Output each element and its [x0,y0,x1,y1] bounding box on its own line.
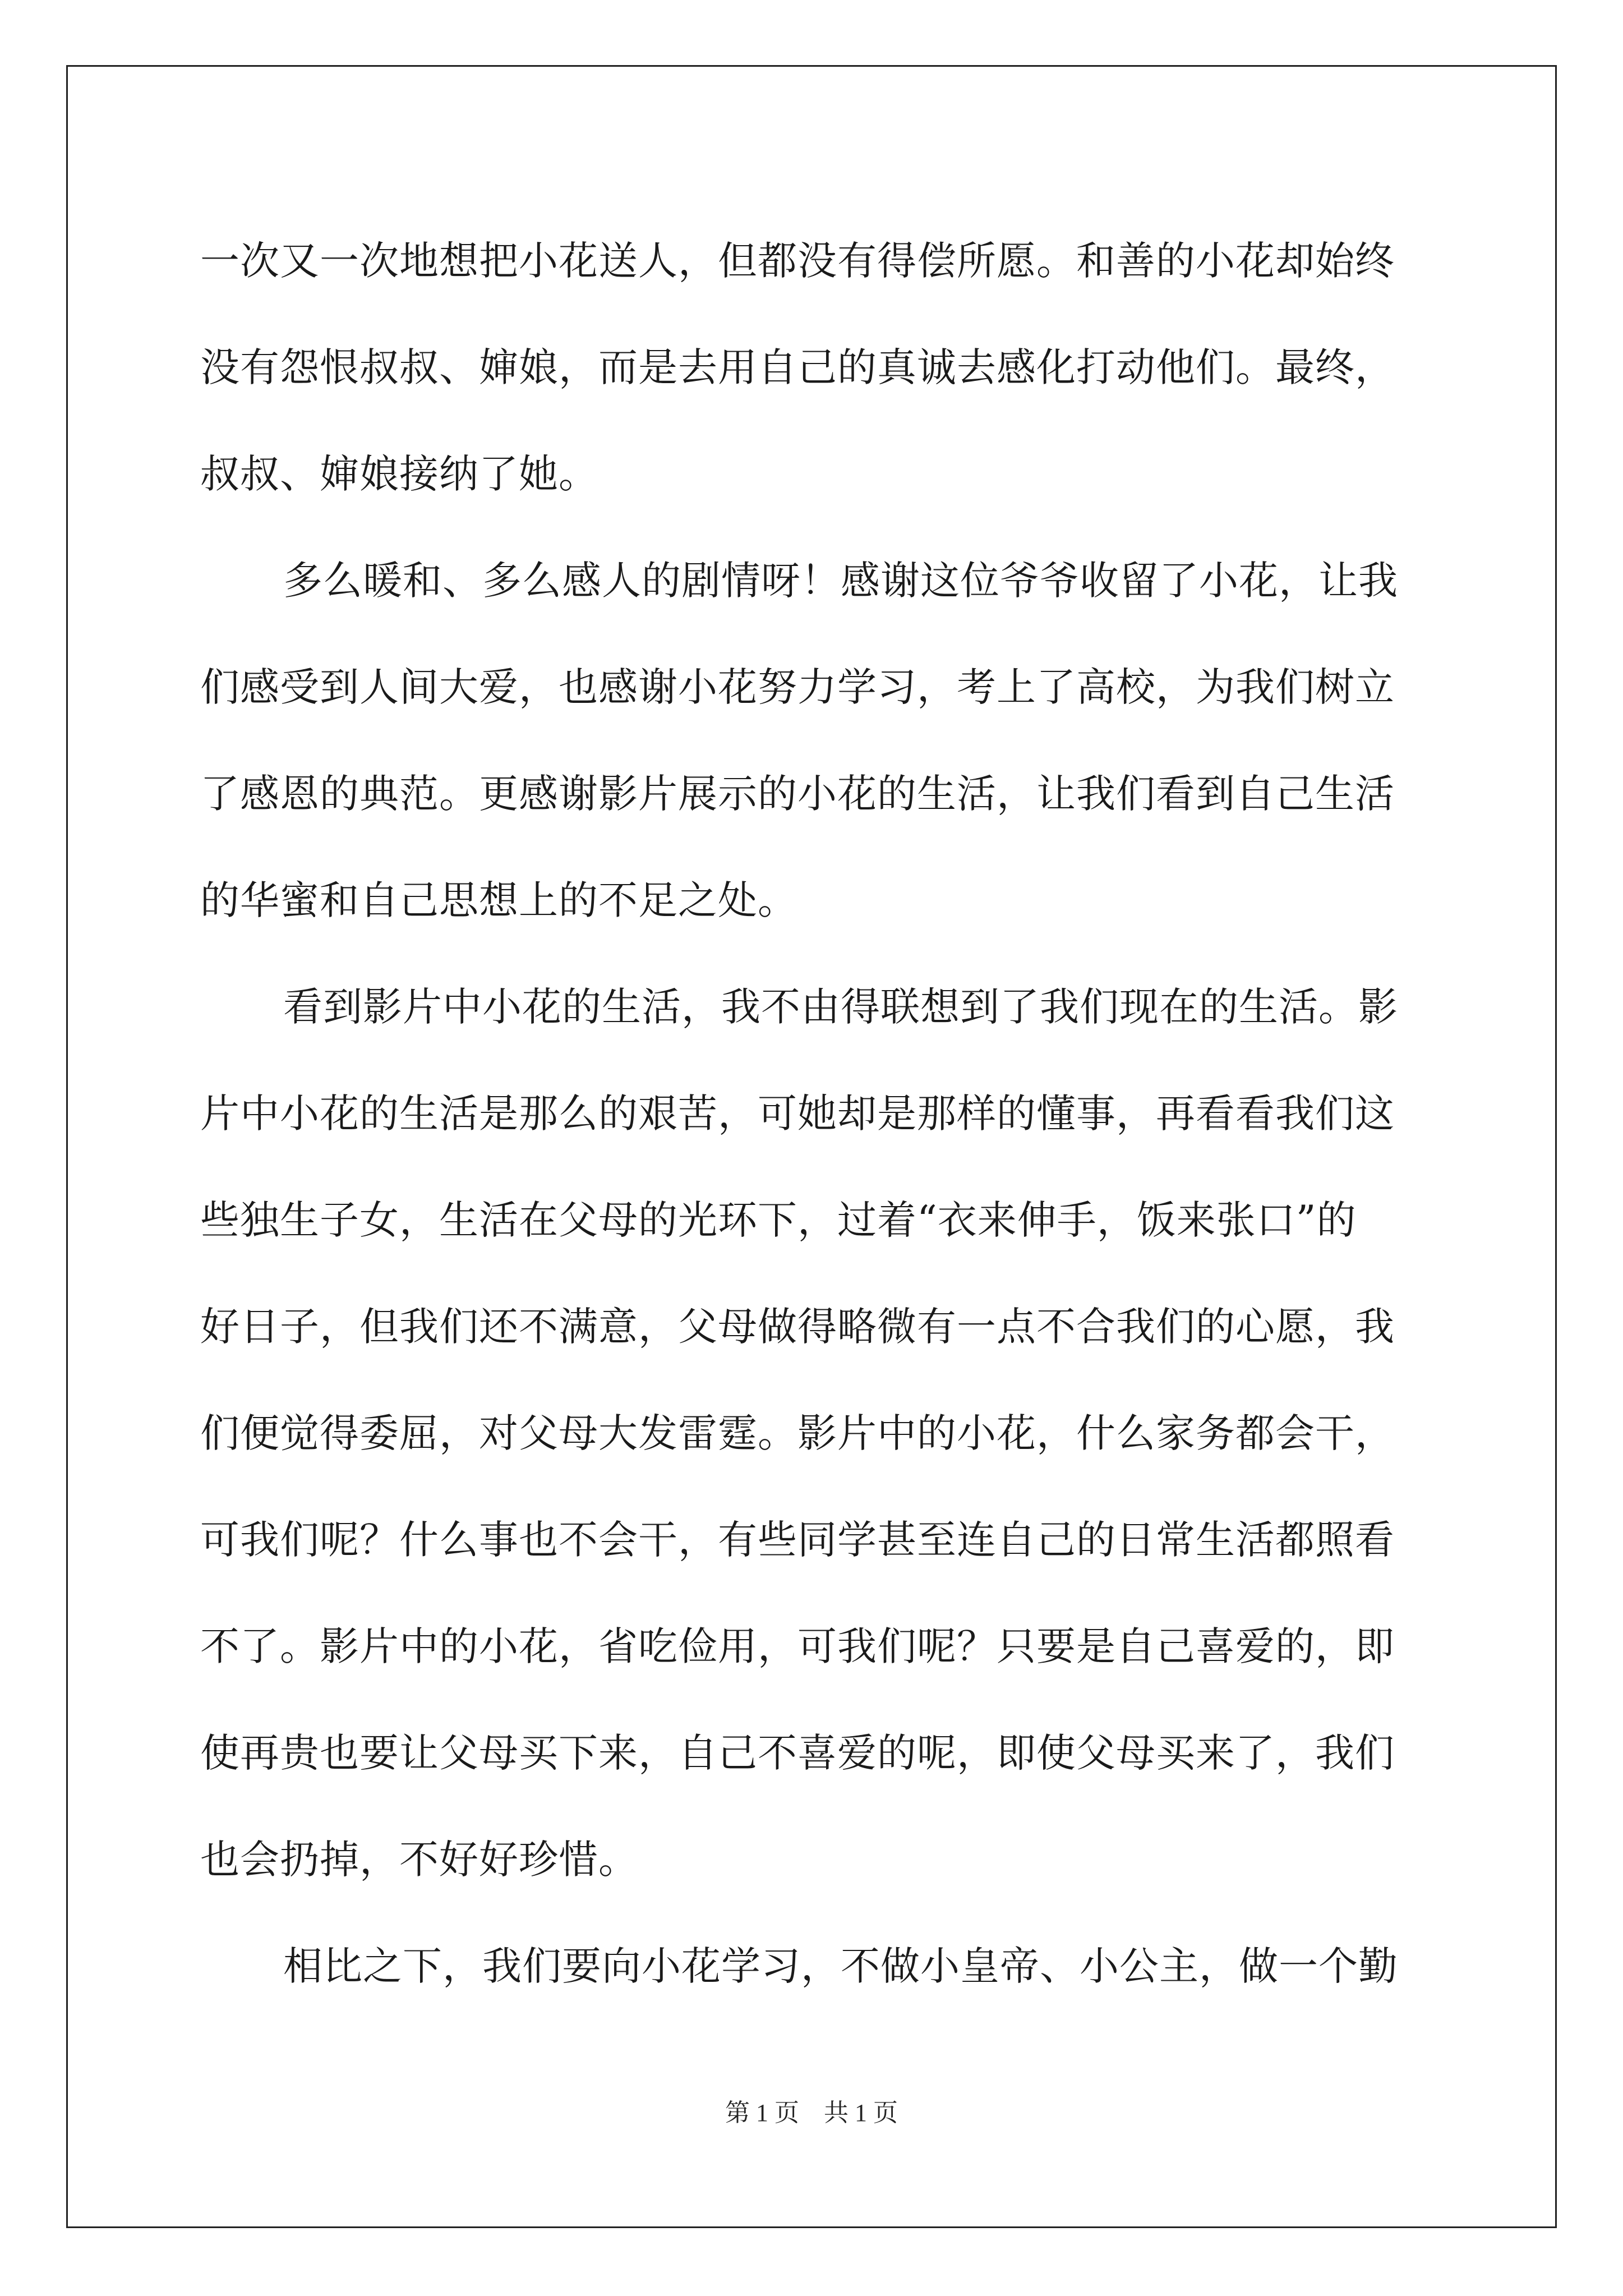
paragraph-first-line: 看到影片中小花的生活，我不由得联想到了我们现在的生活。影 [283,984,1398,1030]
text-line: 片中小花的生活是那么的艰苦，可她却是那样的懂事，再看看我们这 [200,1091,1395,1137]
text-line: 可我们呢？什么事也不会干，有些同学甚至连自己的日常生活都照看 [200,1517,1395,1563]
text-line: 们感受到人间大爱，也感谢小花努力学习，考上了高校，为我们树立 [200,664,1395,710]
text-line: 了感恩的典范。更感谢影片展示的小花的生活，让我们看到自己生活 [200,771,1395,817]
document-body [200,208,1423,2019]
text-line: 些独生子女，生活在父母的光环下，过着“衣来伸手，饭来张口”的 [200,1197,1357,1243]
text-line: 没有怨恨叔叔、婶娘，而是去用自己的真诚去感化打动他们。最终， [200,344,1395,390]
text-line: 好日子，但我们还不满意，父母做得略微有一点不合我们的心愿，我 [200,1304,1395,1350]
paragraph-first-line: 多么暖和、多么感人的剧情呀！感谢这位爷爷收留了小花，让我 [283,558,1398,604]
text-line: 的华蜜和自己思想上的不足之处。 [200,877,797,923]
text-line: 也会扔掉，不好好珍惜。 [200,1837,638,1883]
page-number-footer: 第 1 页 共 1 页 [725,2099,898,2127]
text-line: 使再贵也要让父母买下来，自己不喜爱的呢，即使父母买来了，我们 [200,1730,1395,1776]
paragraph-first-line: 相比之下，我们要向小花学习，不做小皇帝、小公主，做一个勤 [283,1943,1398,1989]
text-line: 叔叔、婶娘接纳了她。 [200,451,598,497]
text-line: 一次又一次地想把小花送人，但都没有得偿所愿。和善的小花却始终 [200,238,1395,284]
text-line: 们便觉得委屈，对父母大发雷霆。影片中的小花，什么家务都会干， [200,1410,1395,1456]
text-line: 不了。影片中的小花，省吃俭用，可我们呢？只要是自己喜爱的，即 [200,1623,1395,1669]
